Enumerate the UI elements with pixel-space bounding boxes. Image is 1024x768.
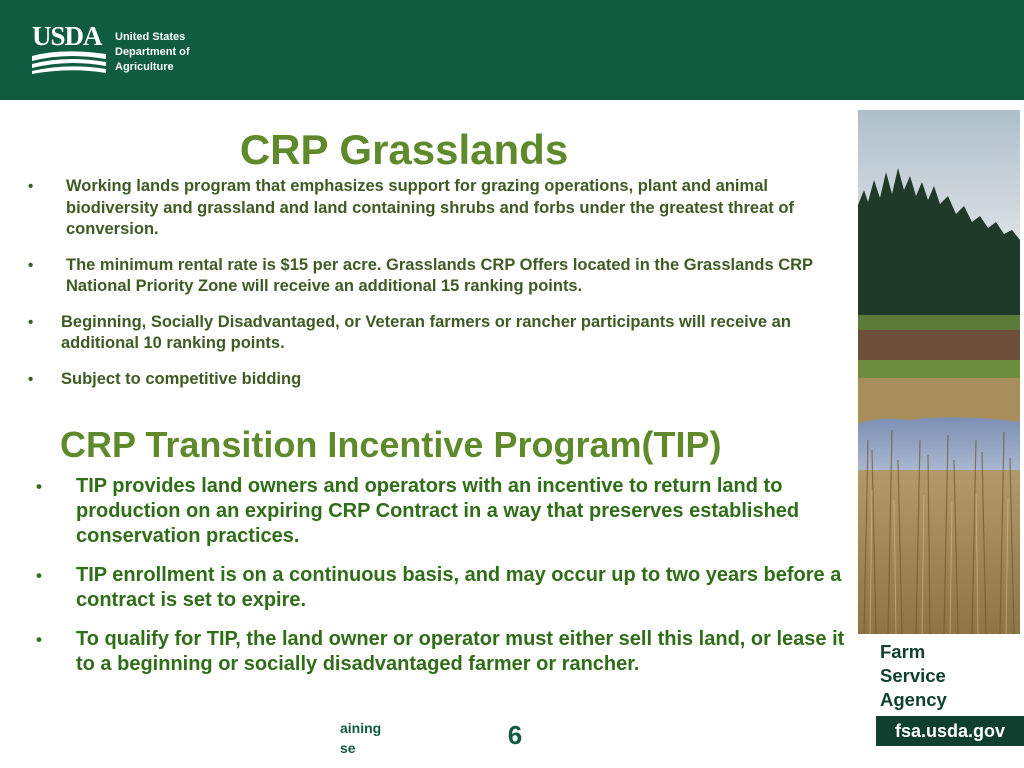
grassland-landscape-image xyxy=(858,110,1020,634)
tip-bullet-list xyxy=(36,474,866,691)
bullet-text: To qualify for TIP, the land owner or operator must either sell this land, or lease it to a beginning or socially disadvantaged farmer or rancher. xyxy=(76,628,845,675)
logo-line: Department of xyxy=(115,46,190,58)
section-title-tip: CRP Transition Incentive Program(TIP) xyxy=(60,424,722,465)
grasslands-bullet-list xyxy=(28,176,828,404)
page-number: 6 xyxy=(507,720,523,750)
usda-logo[interactable] xyxy=(32,21,202,76)
bullet-icon: • xyxy=(36,566,42,585)
logo-line: Agriculture xyxy=(115,61,174,73)
logo-line: United States xyxy=(115,31,186,43)
list-item xyxy=(28,312,828,355)
bullet-icon: • xyxy=(36,630,42,649)
bullet-icon: • xyxy=(28,370,34,388)
usda-swoosh-icon xyxy=(32,50,106,74)
bullet-icon: • xyxy=(28,178,34,195)
grassland-photo xyxy=(858,110,1020,634)
agency-line: Farm xyxy=(880,641,926,662)
list-item xyxy=(28,176,828,241)
list-item xyxy=(36,474,866,549)
usda-logo-text xyxy=(115,30,215,75)
list-item xyxy=(36,563,866,613)
header-banner xyxy=(0,0,1024,100)
bullet-icon: • xyxy=(36,477,42,496)
section-title-grasslands: CRP Grasslands xyxy=(239,126,569,173)
usda-logo-mark xyxy=(32,21,106,76)
list-item xyxy=(36,627,866,677)
agency-line: Agency xyxy=(880,689,947,710)
bullet-icon: • xyxy=(28,313,34,331)
fsa-url-link[interactable]: fsa.usda.gov xyxy=(876,716,1024,746)
list-item xyxy=(28,369,828,391)
bullet-text: TIP provides land owners and operators with an incentive to return land to production on an expiring CRP Contract in a way that preserves established conservation practices. xyxy=(76,475,800,547)
fsa-agency-name xyxy=(880,640,1020,712)
agency-line: Service xyxy=(880,665,946,686)
bullet-text: Working lands program that emphasizes support for grazing operations, plant and animal biodiversity and grassland and land containing shrubs and forbs under the greatest threat of conversion. xyxy=(66,177,794,238)
usda-logo-abbrev: USDA xyxy=(32,21,102,51)
footer-line: aining xyxy=(340,720,382,736)
footer-text-fragment xyxy=(340,718,420,758)
bullet-text: The minimum rental rate is $15 per acre. Grasslands CRP Offers located in the Grasslands CRP National Priority Zone will receive an additional 15 ranking points. xyxy=(66,255,813,295)
bullet-text: TIP enrollment is on a continuous basis, and may occur up to two years before a contract is set to expire. xyxy=(76,564,842,611)
list-item xyxy=(28,255,828,298)
bullet-text: Beginning, Socially Disadvantaged, or Veteran farmers or rancher participants will receive an additional 10 ranking points. xyxy=(61,312,791,352)
bullet-icon: • xyxy=(28,256,34,274)
footer-line: se xyxy=(340,740,356,756)
bullet-text: Subject to competitive bidding xyxy=(61,369,302,388)
